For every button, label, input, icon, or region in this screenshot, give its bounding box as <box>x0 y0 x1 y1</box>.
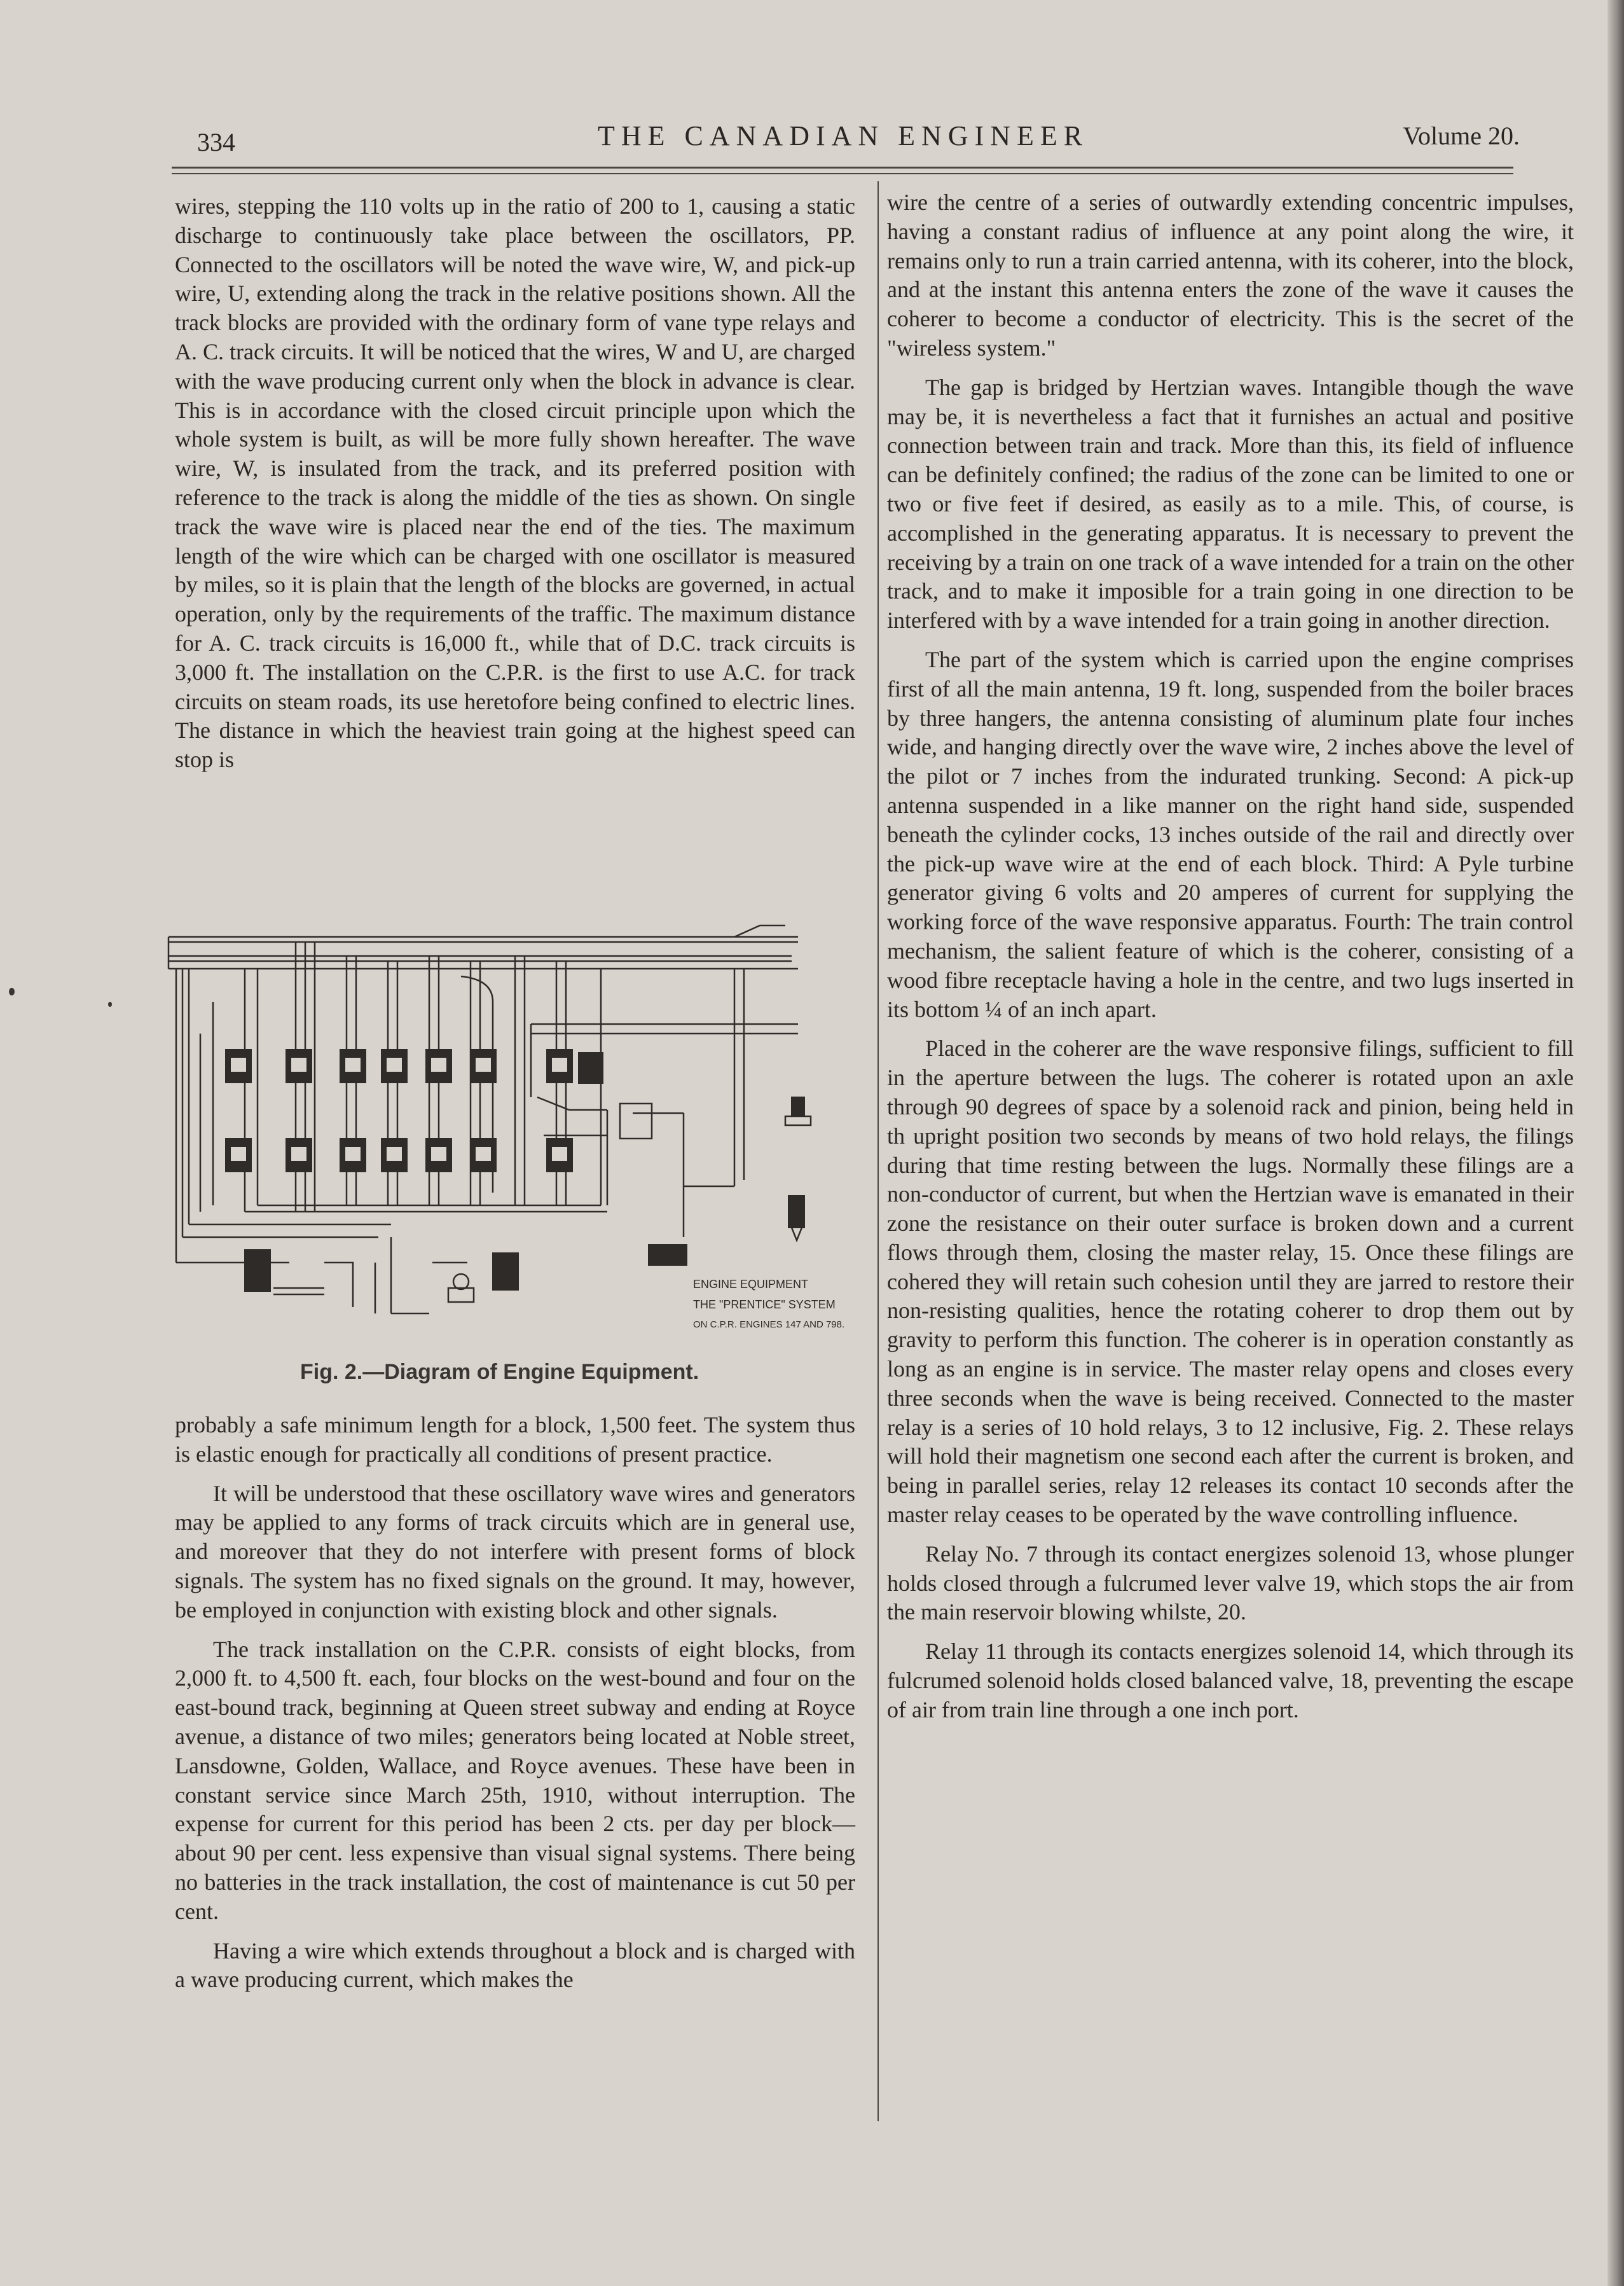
diagram-title-line2: THE "PRENTICE" SYSTEM <box>693 1298 836 1311</box>
paragraph: probably a safe minimum length for a block, 1,500 feet. The system thus is elastic enough for practically all conditions of present practice. <box>175 1412 855 1467</box>
paragraph: Placed in the coherer are the wave responsive filings, sufficient to fill in the aperture between the lugs. The coherer is rotated upon an axle through 90 degrees of space by a solenoid rack and pinion, being held in th upright position two seconds by means of two hold relays, the filings during that time resting between the lugs. Normally these filings are a non-conductor of current, but when the Hertzian wave is emanated in their zone the resistance on their outer surface is broken down and a current flows through them, closing the master relay, 15. Once these filings are cohered they will retain such cohesion until they are jarred to restore their non-resisting qualities, hence the rotating coherer to drop them out by gravity to perform this function. The coherer is in operation constantly as long as an engine is in service. The master relay opens and closes every three seconds when the wave is being received. Connected to the master relay is a series of 10 hold relays, 3 to 12 inclusive, Fig. 2. These relays will hold their magnetism one second each after the current is broken, and being in parallel series, relay 12 releases its contact 10 seconds after the master relay ceases to be operated by the wave controlling influence. <box>887 1036 1574 1528</box>
paragraph: The track installation on the C.P.R. consists of eight blocks, from 2,000 ft. to 4,500 ft. each, four blocks on the west-bound and four on the east-bound track, beginning at Queen street subway and ending at Royce avenue, a distance of two miles; generators being located at Noble street, Lansdowne, Golden, Wallace, and Royce avenues. These have been in constant service since March 25th, 1910, without interruption. The expense for current for this period has been 2 cts. per day per block—about 90 per cent. less expensive than visual signal systems. There being no batteries in the track installation, the cost of maintenance is cut 50 per cent. <box>175 1636 855 1924</box>
figure-caption: Fig. 2.—Diagram of Engine Equipment. <box>300 1360 699 1384</box>
page-number: 334 <box>197 128 235 156</box>
header-rule-thin <box>172 173 1513 174</box>
figure-engine-diagram <box>162 906 865 1361</box>
paragraph: Having a wire which extends throughout a block and is charged with a wave producing current, which makes the <box>175 1937 855 1993</box>
paragraph: It will be understood that these oscillatory wave wires and generators may be applied to any forms of track circuits which are in general use, and moreover that they do not interfere with present forms of block signals. The system has no fixed signals on the ground. It may, however, be employed in conjunction with existing block and other signals. <box>175 1480 855 1623</box>
running-header <box>197 113 1520 164</box>
journal-title: THE CANADIAN ENGINEER <box>598 120 1089 151</box>
paragraph: The gap is bridged by Hertzian waves. Intangible though the wave may be, it is nevertheless a fact that it furnishes an actual and positive connection between train and track. More than this, its field of influence can be definitely confined; the radius of the zone can be limited to one or two or five feet if desired, as easily as to a mile. This, of course, is accomplished in the generating apparatus. It is necessary to prevent the receiving by a train on one track of a wave intended for a train on the other track, and to make it imposible for a train going in one direction to be interfered with by a wave intended for a train going in another direction. <box>887 374 1574 634</box>
paragraph: Relay No. 7 through its contact energizes solenoid 13, whose plunger holds closed through a fulcrumed lever valve 19, which stops the air from the main reservoir blowing whilste, 20. <box>887 1541 1574 1625</box>
diagram-title-line3: ON C.P.R. ENGINES 147 AND 798. <box>693 1319 845 1330</box>
header-rule <box>172 167 1513 169</box>
margin-speck <box>108 1002 112 1007</box>
paragraph: Relay 11 through its contacts energizes solenoid 14, which through its fulcrumed solenoid holds closed balanced valve, 18, preventing the escape of air from train line through a one inch port. <box>887 1638 1574 1722</box>
page-edge-shadow <box>1607 0 1624 2286</box>
left-column-top <box>175 192 855 775</box>
diagram-title-line1: ENGINE EQUIPMENT <box>693 1278 809 1291</box>
margin-speck <box>9 988 15 995</box>
right-column <box>887 188 1574 1725</box>
volume-label: Volume 20. <box>1403 121 1520 150</box>
paragraph: wires, stepping the 110 volts up in the ratio of 200 to 1, causing a static discharge to continuously take place between the oscillators, PP. Connected to the oscillators will be noted the wave wire, W, and pick-up wire, U, extending along the track in the relative positions shown. All the track blocks are provided with the ordinary form of vane type relays and A. C. track circuits. It will be noticed that the wires, W and U, are charged with the wave producing current only when the block in advance is clear. This is in accordance with the closed circuit principle upon which the whole system is built, as will be more fully shown hereafter. The wave wire, W, is insulated from the track, and its preferred position with reference to the track is along the middle of the ties as shown. On single track the wave wire is placed near the end of the ties. The maximum length of the wire which can be charged with one oscillator is measured by miles, so it is plain that the length of the blocks are governed, in actual operation, only by the requirements of the traffic. The maximum distance for A. C. track circuits is 16,000 ft., while that of D.C. track circuits is 3,000 ft. The installation on the C.P.R. is the first to use A.C. for track circuits on steam roads, its use heretofore being confined to electric lines. The distance in which the heaviest train going at the highest speed can stop is <box>175 193 855 773</box>
paragraph: The part of the system which is carried upon the engine comprises first of all the main antenna, 19 ft. long, suspended from the boiler braces by three hangers, the antenna consisting of aluminum plate four inches wide, and hanging directly over the wave wire, 2 inches above the level of the pilot or 7 inches from the indurated trunking. Second: A pick-up antenna suspended in a like manner on the right hand side, suspended beneath the cylinder cocks, 13 inches outside of the rail and directly over the pick-up wave wire at the end of each block. Third: A Pyle turbine generator giving 6 volts and 20 amperes of current for supplying the working force of the wave responsive apparatus. Fourth: The train control mechanism, the salient feature of which is the coherer, consisting of a wood fibre receptacle having a hole in the centre, and two lugs inserted in its bottom ¼ of an inch apart. <box>887 646 1574 1022</box>
paragraph: wire the centre of a series of outwardly extending concentric impulses, having a constant radius of influence at any point along the wire, it remains only to run a train carried antenna, with its coherer, into the block, and at the instant this antenna enters the zone of the wave it causes the coherer to become a conductor of electricity. This is the secret of the "wireless system." <box>887 190 1574 361</box>
engine-equipment-diagram <box>162 906 865 1361</box>
left-column-bottom <box>175 1411 855 1995</box>
column-divider <box>877 181 879 2121</box>
